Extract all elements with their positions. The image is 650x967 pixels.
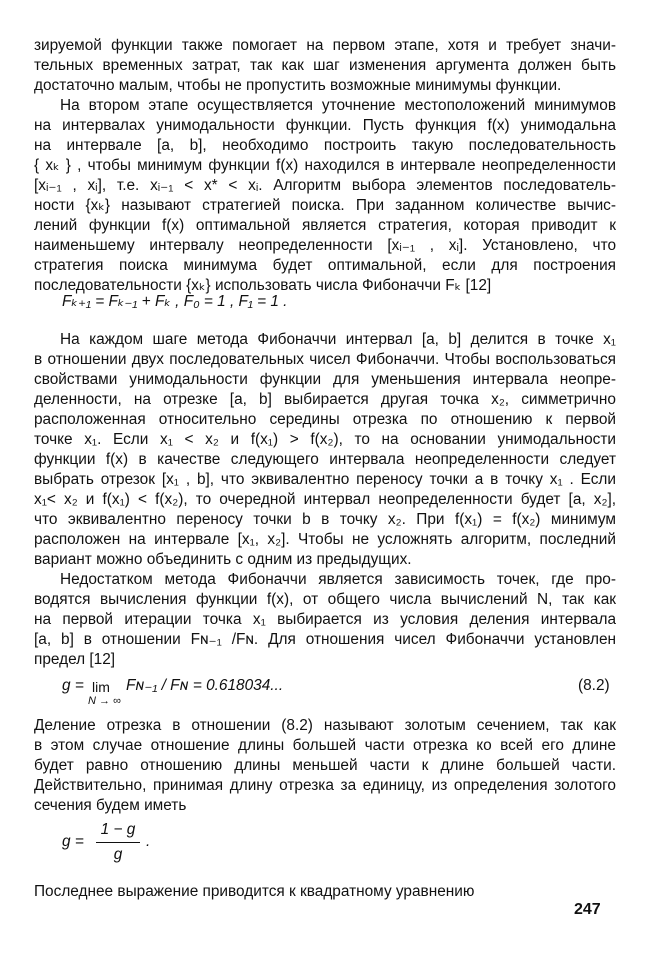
text-line: предел [12] xyxy=(34,651,116,668)
text-line: точке x₁. Если x₁ < x₂ и f(x₁) > f(x₂), то на основании унимодальности xyxy=(34,431,616,448)
text-line: Последнее выражение приводится к квадратному уравнению xyxy=(34,883,475,900)
fraction-bar xyxy=(96,842,140,843)
text-line: расположен на интервале [x₁, x₂]. Чтобы не усложнять алгоритм, последний xyxy=(34,531,616,548)
text-line: На втором этапе осуществляется уточнение местоположений минимумов xyxy=(60,97,616,114)
text-line: [a, b] в отношении Fɴ₋₁ /Fɴ. Для отношения чисел Фибоначчи установлен xyxy=(34,631,616,648)
text-line: x₁< x₂ и f(x₁) < f(x₂), то очередной интервал неопределенности будет [a, x₂], xyxy=(34,491,616,508)
text-line: что эквивалентно переносу точки b в точку x₂. При f(x₁) = f(x₂) минимум xyxy=(34,511,616,528)
text-line: [xᵢ₋₁ , xᵢ], т.е. xᵢ₋₁ < x* < xᵢ. Алгоритм выбора элементов последователь- xyxy=(34,177,616,194)
text-line: стратегия поиска минимума будет оптимальной, если для построения xyxy=(34,257,616,274)
text-line: сечения будем иметь xyxy=(34,797,187,814)
text-line: наименьшему интервалу неопределенности [xᵢ₋₁ , xᵢ]. Установлено, что xyxy=(34,237,616,254)
limit-operator: lim xyxy=(92,679,110,695)
text-line: расположенная относительно середины отрезка по отношению к первой xyxy=(34,411,616,428)
text-line: Действительно, принимая длину отрезка за единицу, из определения золотого xyxy=(34,777,616,794)
text-line: Деление отрезка в отношении (8.2) называют золотым сечением, так как xyxy=(34,717,616,734)
text-line: функции f(x) в качестве следующего интервала неопределенности следует xyxy=(34,451,616,468)
text-line: на первой итерации точка x₁ выбирается из условия деления интервала xyxy=(34,611,616,628)
text-line: свойствами унимодальности функции для уменьшения интервала неопре- xyxy=(34,371,616,388)
ratio-formula-left: g = xyxy=(62,833,84,850)
text-line: лений функции f(x) оптимальной является стратегия, которая приводит к xyxy=(34,217,616,234)
limit-formula-left: g = xyxy=(62,677,84,694)
text-line: тельных временных затрат, так как шаг изменения аргумента должен быть xyxy=(34,57,616,74)
text-line: в этом случае отношение длины большей части отрезка ко всей его длине xyxy=(34,737,616,754)
page-number: 247 xyxy=(574,901,601,918)
fraction-numerator: 1 − g xyxy=(100,821,136,838)
ratio-formula-period: . xyxy=(146,833,151,850)
text-line: последовательности {xₖ} использовать числа Фибоначчи Fₖ [12] xyxy=(34,277,492,294)
text-line: ности {xₖ} называют стратегией поиска. При заданном количестве вычис- xyxy=(34,197,616,214)
text-line: На каждом шаге метода Фибоначчи интервал [a, b] делится в точке x₁ xyxy=(60,331,616,348)
fibonacci-formula: Fₖ₊₁ = Fₖ₋₁ + Fₖ , F₀ = 1 , F₁ = 1 . xyxy=(62,293,288,310)
fraction-denominator: g xyxy=(113,846,123,863)
text-line: деленности, на отрезке [a, b] выбирается другая точка x₂, симметрично xyxy=(34,391,616,408)
text-line: вариант можно объединить с одним из предыдущих. xyxy=(34,551,412,568)
text-line: { xₖ } , чтобы минимум функции f(x) находился в интервале неопределенности xyxy=(34,157,616,174)
text-line: водятся вычисления функции f(x), от общего числа вычислений N, так как xyxy=(34,591,616,608)
text-line: Недостатком метода Фибоначчи является зависимость точек, где про- xyxy=(60,571,616,588)
limit-formula-right: Fɴ₋₁ / Fɴ = 0.618034... xyxy=(126,677,284,694)
text-line: выбрать отрезок [x₁ , b], что эквивалентно переносу точки a в точку x₁ . Если xyxy=(34,471,616,488)
text-line: будет равно отношению длины меньшей части к длине большей части. xyxy=(34,757,616,774)
limit-subscript: N → ∞ xyxy=(88,695,121,707)
equation-number: (8.2) xyxy=(578,677,610,694)
text-line: зируемой функции также помогает на первом этапе, хотя и требует значи- xyxy=(34,37,616,54)
text-line: на интервалах унимодальности функции. Пусть функция f(x) унимодальна xyxy=(34,117,616,134)
text-line: достаточно малым, чтобы не пропустить возможные минимумы функции. xyxy=(34,77,562,94)
text-line: в отношении двух последовательных чисел Фибоначчи. Чтобы воспользоваться xyxy=(34,351,616,368)
text-line: на интервале [a, b], необходимо построить такую последовательность xyxy=(34,137,616,154)
